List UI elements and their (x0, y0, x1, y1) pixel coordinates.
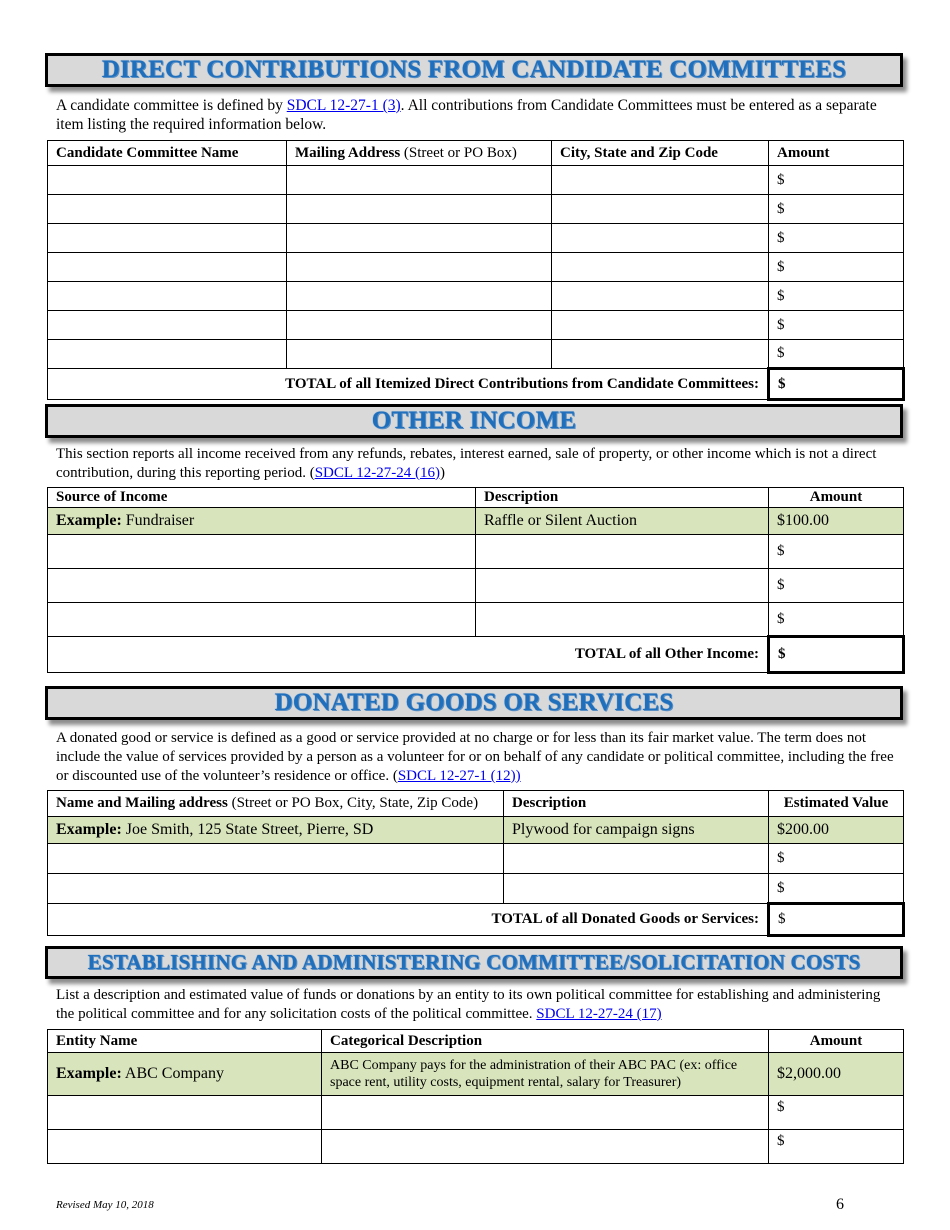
donated-goods-table (47, 790, 905, 937)
amount-cell[interactable]: $ (769, 535, 904, 569)
table-row (48, 569, 904, 603)
table-row (48, 166, 904, 195)
example-source-text: Fundraiser (121, 512, 195, 529)
address-cell[interactable] (287, 340, 552, 369)
value-cell[interactable]: $ (769, 844, 904, 874)
entity-cell[interactable] (48, 1130, 322, 1164)
example-value: $200.00 (769, 817, 904, 844)
example-name-text: Joe Smith, 125 State Street, Pierre, SD (121, 821, 374, 838)
amount-cell[interactable]: $ (769, 311, 904, 340)
sdcl-12-27-1-12-link[interactable]: SDCL 12-27-1 (12)) (397, 768, 521, 784)
intro-text: A donated good or service is defined as a good or service provided at no charge or for less than its fair market value. The term does not include the value of services provided by a person as a volunteer for or on behalf of any candidate or political committee, including the free or discounted use of the volunteer’s residence or office. ( (56, 730, 894, 784)
table-row (48, 195, 904, 224)
total-label: TOTAL of all Donated Goods or Services: (48, 904, 769, 936)
city-cell[interactable] (552, 195, 769, 224)
other-income-intro (56, 445, 898, 483)
table-row (48, 1096, 904, 1130)
amount-cell[interactable]: $ (769, 340, 904, 369)
address-cell[interactable] (287, 224, 552, 253)
name-address-label: Name and Mailing address (56, 795, 228, 811)
col-city-state-zip: City, State and Zip Code (552, 141, 769, 166)
example-source (48, 508, 476, 535)
address-cell[interactable] (287, 195, 552, 224)
example-amount: $2,000.00 (769, 1053, 904, 1096)
amount-cell[interactable]: $ (769, 1130, 904, 1164)
city-cell[interactable] (552, 224, 769, 253)
table-row (48, 282, 904, 311)
name-cell[interactable] (48, 874, 504, 904)
name-address-note: (Street or PO Box, City, State, Zip Code) (227, 795, 479, 811)
amount-cell[interactable]: $ (769, 224, 904, 253)
amount-cell[interactable]: $ (769, 569, 904, 603)
address-cell[interactable] (287, 311, 552, 340)
col-candidate-committee-name: Candidate Committee Name (48, 141, 287, 166)
example-name (48, 817, 504, 844)
mailing-address-note: (Street or PO Box) (400, 144, 517, 161)
example-label: Example: (56, 512, 122, 529)
total-amount-cell[interactable]: $ (769, 637, 904, 673)
source-cell[interactable] (48, 569, 476, 603)
example-label: Example: (56, 821, 122, 838)
address-cell[interactable] (287, 282, 552, 311)
candidate-committee-table (47, 140, 905, 401)
mailing-address-label: Mailing Address (295, 144, 401, 161)
col-description: Description (476, 488, 769, 508)
sdcl-12-27-1-3-link[interactable]: SDCL 12-27-1 (3) (286, 97, 401, 114)
table-row (48, 340, 904, 369)
col-description: Description (504, 791, 769, 817)
amount-cell[interactable]: $ (769, 282, 904, 311)
source-cell[interactable] (48, 535, 476, 569)
name-cell[interactable] (48, 224, 287, 253)
value-cell[interactable]: $ (769, 874, 904, 904)
example-entity-text: ABC Company (121, 1065, 225, 1082)
source-cell[interactable] (48, 603, 476, 637)
description-cell[interactable] (322, 1096, 769, 1130)
table-row (48, 874, 904, 904)
total-label: TOTAL of all Itemized Direct Contributions from Candidate Committees: (48, 369, 769, 400)
example-row (48, 508, 904, 535)
name-cell[interactable] (48, 844, 504, 874)
address-cell[interactable] (287, 166, 552, 195)
col-entity-name: Entity Name (48, 1030, 322, 1053)
description-cell[interactable] (504, 844, 769, 874)
total-row (48, 637, 904, 673)
revision-date: Revised May 10, 2018 (56, 1199, 154, 1211)
amount-cell[interactable]: $ (769, 603, 904, 637)
example-description: ABC Company pays for the administration of their ABC PAC (ex: office space rent, utility costs, equipment rental, salary for Treasurer) (322, 1053, 769, 1096)
table-row (48, 253, 904, 282)
establishing-costs-intro (56, 986, 898, 1024)
establishing-costs-table (47, 1029, 904, 1164)
col-amount: Amount (769, 1030, 904, 1053)
donated-goods-heading: DONATED GOODS OR SERVICES (45, 686, 903, 720)
col-estimated-value: Estimated Value (769, 791, 904, 817)
name-cell[interactable] (48, 311, 287, 340)
intro-text: ) (440, 465, 445, 481)
table-row (48, 1130, 904, 1164)
sdcl-12-27-24-16-link[interactable]: SDCL 12-27-24 (16) (314, 465, 440, 481)
page-number: 6 (836, 1196, 844, 1213)
total-amount-cell[interactable]: $ (769, 904, 904, 936)
amount-cell[interactable]: $ (769, 195, 904, 224)
city-cell[interactable] (552, 340, 769, 369)
example-entity (48, 1053, 322, 1096)
example-description: Plywood for campaign signs (504, 817, 769, 844)
direct-contributions-intro (56, 96, 898, 134)
name-cell[interactable] (48, 166, 287, 195)
intro-text: A candidate committee is defined by (56, 97, 287, 114)
example-label: Example: (56, 1065, 122, 1082)
amount-cell[interactable]: $ (769, 253, 904, 282)
table-row (48, 224, 904, 253)
name-cell[interactable] (48, 195, 287, 224)
entity-cell[interactable] (48, 1096, 322, 1130)
total-amount-cell[interactable]: $ (769, 369, 904, 400)
col-amount: Amount (769, 488, 904, 508)
direct-contributions-heading: DIRECT CONTRIBUTIONS FROM CANDIDATE COMMITTEES (45, 53, 903, 87)
description-cell[interactable] (476, 569, 769, 603)
intro-text: This section reports all income received from any refunds, rebates, interest earned, sale of property, or other income which is not a direct contribution, during this reporting period. ( (56, 446, 877, 481)
amount-cell[interactable]: $ (769, 166, 904, 195)
total-row (48, 904, 904, 936)
col-amount: Amount (769, 141, 904, 166)
description-cell[interactable] (476, 603, 769, 637)
table-row (48, 844, 904, 874)
other-income-table (47, 487, 905, 674)
col-mailing-address (287, 141, 552, 166)
name-cell[interactable] (48, 340, 287, 369)
description-cell[interactable] (322, 1130, 769, 1164)
intro-text: . All contributions from Candidate Committees must be entered as a separate item listing the required information below. (56, 97, 877, 133)
example-row (48, 817, 904, 844)
col-name-and-address (48, 791, 504, 817)
establishing-costs-heading: ESTABLISHING AND ADMINISTERING COMMITTEE/SOLICITATION COSTS (45, 946, 903, 979)
example-amount: $100.00 (769, 508, 904, 535)
city-cell[interactable] (552, 166, 769, 195)
example-description: Raffle or Silent Auction (476, 508, 769, 535)
table-row (48, 535, 904, 569)
amount-cell[interactable]: $ (769, 1096, 904, 1130)
example-row (48, 1053, 904, 1096)
sdcl-12-27-24-17-link[interactable]: SDCL 12-27-24 (17) (536, 1006, 662, 1022)
description-cell[interactable] (504, 874, 769, 904)
total-row (48, 369, 904, 400)
description-cell[interactable] (476, 535, 769, 569)
name-cell[interactable] (48, 282, 287, 311)
col-source-of-income: Source of Income (48, 488, 476, 508)
donated-goods-intro (56, 729, 898, 786)
name-cell[interactable] (48, 253, 287, 282)
city-cell[interactable] (552, 311, 769, 340)
city-cell[interactable] (552, 282, 769, 311)
city-cell[interactable] (552, 253, 769, 282)
other-income-heading: OTHER INCOME (45, 404, 903, 438)
table-row (48, 603, 904, 637)
intro-text: List a description and estimated value of funds or donations by an entity to its own political committee for establishing and administering the political committee and for any solicitation costs of the political committee. (56, 987, 881, 1022)
address-cell[interactable] (287, 253, 552, 282)
total-label: TOTAL of all Other Income: (48, 637, 769, 673)
table-row (48, 311, 904, 340)
col-categorical-description: Categorical Description (322, 1030, 769, 1053)
